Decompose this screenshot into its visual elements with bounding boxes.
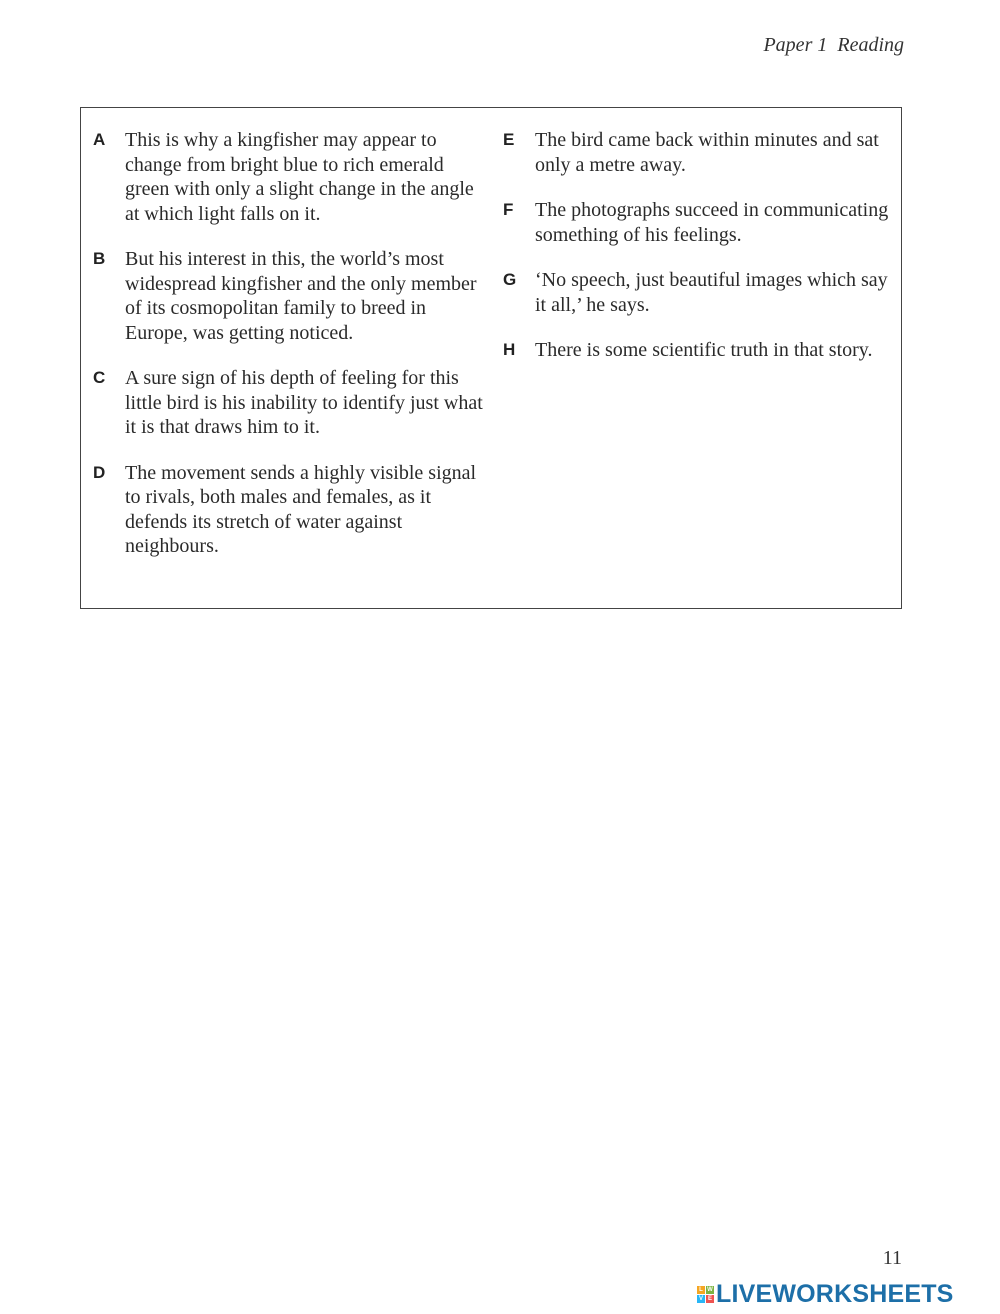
- logo-block: W: [707, 1286, 713, 1293]
- option-h: [503, 338, 895, 363]
- logo-block: V: [698, 1295, 703, 1302]
- option-letter: G: [503, 270, 517, 289]
- option-text: ‘No speech, just beautiful images which say it all,’ he says.: [535, 269, 888, 316]
- option-letter: A: [93, 130, 106, 149]
- option-letter: H: [503, 340, 516, 359]
- option-b: [93, 247, 493, 345]
- option-text: The bird came back within minutes and sat only a metre away.: [535, 129, 879, 176]
- option-letter: B: [93, 249, 106, 268]
- option-letter: C: [93, 368, 106, 387]
- logo-block: L: [697, 1286, 705, 1294]
- options-column-right: [503, 128, 895, 384]
- option-text: A sure sign of his depth of feeling for this little bird is his inability to identify just what it is that draws him to it.: [125, 367, 483, 438]
- running-head: Paper 1 Reading: [763, 34, 904, 56]
- logo-text: LIVEWORKSHEETS: [716, 1280, 954, 1308]
- option-c: [93, 366, 493, 440]
- logo-block: E: [707, 1295, 712, 1302]
- option-letter: E: [503, 130, 515, 149]
- option-e: [503, 128, 895, 177]
- page-number: 11: [882, 1247, 902, 1269]
- option-text: But his interest in this, the world’s most widespread kingfisher and the only member of its cosmopolitan family to breed in Europe, was getting noticed.: [125, 248, 477, 344]
- option-text: This is why a kingfisher may appear to change from bright blue to rich emerald green with only a slight change in the angle at which light falls on it.: [125, 129, 474, 225]
- option-letter: F: [503, 200, 514, 219]
- option-text: There is some scientific truth in that story.: [535, 339, 873, 361]
- options-box: [80, 107, 902, 609]
- option-a: [93, 128, 493, 226]
- logo-blocks-icon: [697, 1286, 714, 1303]
- options-column-left: [93, 128, 493, 580]
- option-text: The movement sends a highly visible signal to rivals, both males and females, as it defends its stretch of water against neighbours.: [125, 461, 477, 557]
- option-g: [503, 268, 895, 317]
- option-letter: D: [93, 462, 106, 482]
- option-f: [503, 198, 895, 247]
- option-d: [93, 461, 493, 559]
- option-text: The photographs succeed in communicating something of his feelings.: [535, 199, 889, 246]
- liveworksheets-logo[interactable]: [697, 1281, 954, 1307]
